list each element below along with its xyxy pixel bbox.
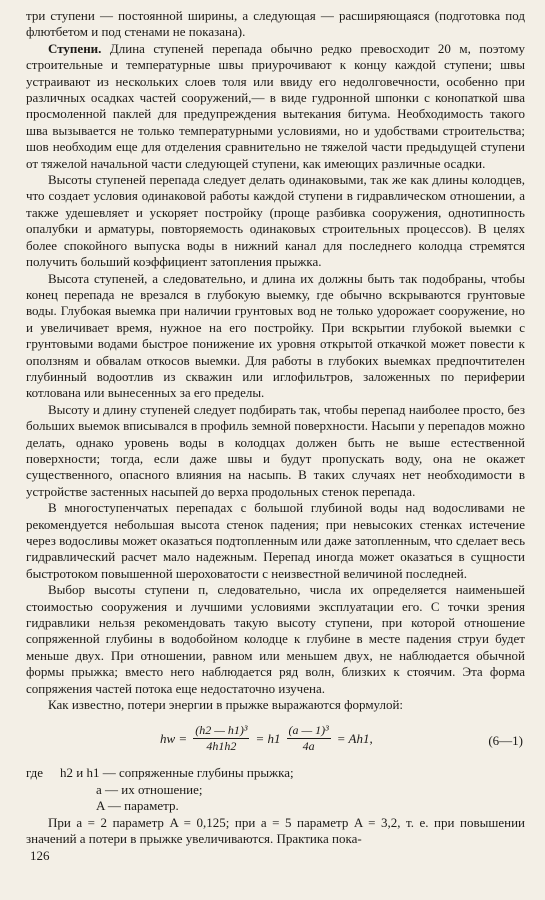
formula-fraction-2 — [287, 723, 331, 754]
equation-number: (6—1) — [488, 733, 523, 749]
paragraph-text: Длина ступеней перепада обычно редко превосходит 20 м, поэтому строительные и температурные швы приурочивают к концу каждой ступени; швы устраивают из нескольких слоев толя или ввиду его недолговечности, особенно при различных осадках частей сооружений,— в виде гудронной шпонки с конопаткой шва просмоленной паклей для предупреждения вытекания битума. Необходимость такого шва вызывается не только температурными условиями, но и удобствами строительства; шов необходим еще для отделения сравнительно не тяжелой части предыдущей ступени от тяжелой начальной части следующей ступени, как имеющих различные осадки. — [26, 40, 525, 171]
legend-line: A — параметр. — [96, 798, 179, 814]
paragraph: Выбор высоты ступени п, следовательно, числа их определяется наименьшей стоимостью сооружения и лучшими условиями эксплуатации его. С точки зрения гидравлики нельзя рекомендовать такую высоту ступени, при которой отношение сопряженной глубины в водобойном колодце к глубине в месте падения струи будет меньше двух. При отношении, равном или меньшем двух, не наблюдается обычной формы прыжка; вместо него наблюдается ряд волн, близких к стоячим. Эта форма сопряжения частей потока еще недостаточно изучена. — [26, 582, 525, 696]
paragraph-continued: три ступени — постоянной ширины, а следующая — расширяющаяся (подготовка под флютбетом и под стенами не показана). — [26, 8, 525, 40]
formula-mid: = h1 — [255, 730, 281, 746]
formula-rhs: = Ah1, — [336, 730, 373, 746]
page-number: 126 — [30, 848, 50, 863]
section-lead: Ступени. — [48, 40, 102, 56]
fraction-numerator: (a — 1)³ — [288, 723, 329, 738]
formula-lhs: hw = — [160, 730, 188, 746]
fraction-denominator: 4h1h2 — [206, 739, 237, 754]
paragraph: Высота ступеней, а следовательно, и длина их должны быть так подобраны, чтобы конец перепада не врезался в глубокую выемку, где обычно вскрываются грунтовые воды. Глубокая выемка при наличии грунтовых вод не только удорожает сооружение, но и увеличивает время, нужное на его постройку. При вскрытии глубокой выемки с грунтовыми водами быстрое понижение их уровня открытой откачкой может повести к оползням и обвалам откосов выемки. Для работы в глубоких выемках предпочтителен глубинный водоотлив из скважин или иглофильтров, заложенных по периферии котлована или вынесенных за его пределы. — [26, 270, 525, 401]
paragraph: Высоты ступеней перепада следует делать одинаковыми, так же как длины колодцев, что создает условия одинаковой работы каждой ступени в гидравлическом отношении, а также удешевляет и ускоряет постройку (проще разбивка сооружения, однотипность опалубки и арматуры, повторяемость одинаковых строительных процессов). В целях более спокойного выпуска воды в нижний канал для последнего колодца стремятся получить больший коэффициент затопления прыжка. — [26, 172, 525, 270]
paragraph-steps — [26, 41, 525, 172]
legend-line: h2 и h1 — сопряженные глубины прыжка; — [60, 765, 294, 781]
formula-fraction-1 — [193, 723, 249, 754]
legend-line: a — их отношение; — [96, 781, 203, 797]
formula-legend — [26, 765, 525, 814]
legend-label: где — [26, 765, 44, 781]
fraction-numerator: (h2 — h1)³ — [195, 723, 248, 738]
paragraph-formula-intro: Как известно, потери энергии в прыжке выражаются формулой: — [48, 697, 404, 713]
formula-6-1 — [26, 719, 525, 763]
paragraph: В многоступенчатых перепадах с большой глубиной воды над водосливами не рекомендуется небольшая высота стенок падения; при невысоких стенках истечение через водосливы может оказаться подтопленным или даже затопленным, что сделает весь гидравлический расчет мало надежным. Перепад иногда может оказаться в сущности быстротоком повышенной шероховатости с неизвестной величиной последней. — [26, 500, 525, 581]
fraction-denominator: 4a — [302, 739, 315, 754]
body-text — [26, 8, 525, 713]
paragraph-final: При a = 2 параметр A = 0,125; при a = 5 параметр A = 3,2, т. е. при повышении значений a потери в прыжке увеличиваются. Практика пока- — [26, 814, 525, 847]
paragraph: Высоту и длину ступеней следует подбирать так, чтобы перепад наиболее просто, без больших выемок вписывался в профиль земной поверхности. Насыпи у перепадов можно делать, однако уровень воды в колодцах должен быть не выше естественной поверхности; тогда, если даже швы и будут пропускать воду, она не окажет существенного, опасного влияния на насыпь. В таких случаях нет необходимости в устройстве застенных насыпей до верха продольных стенок перепада. — [26, 401, 525, 499]
